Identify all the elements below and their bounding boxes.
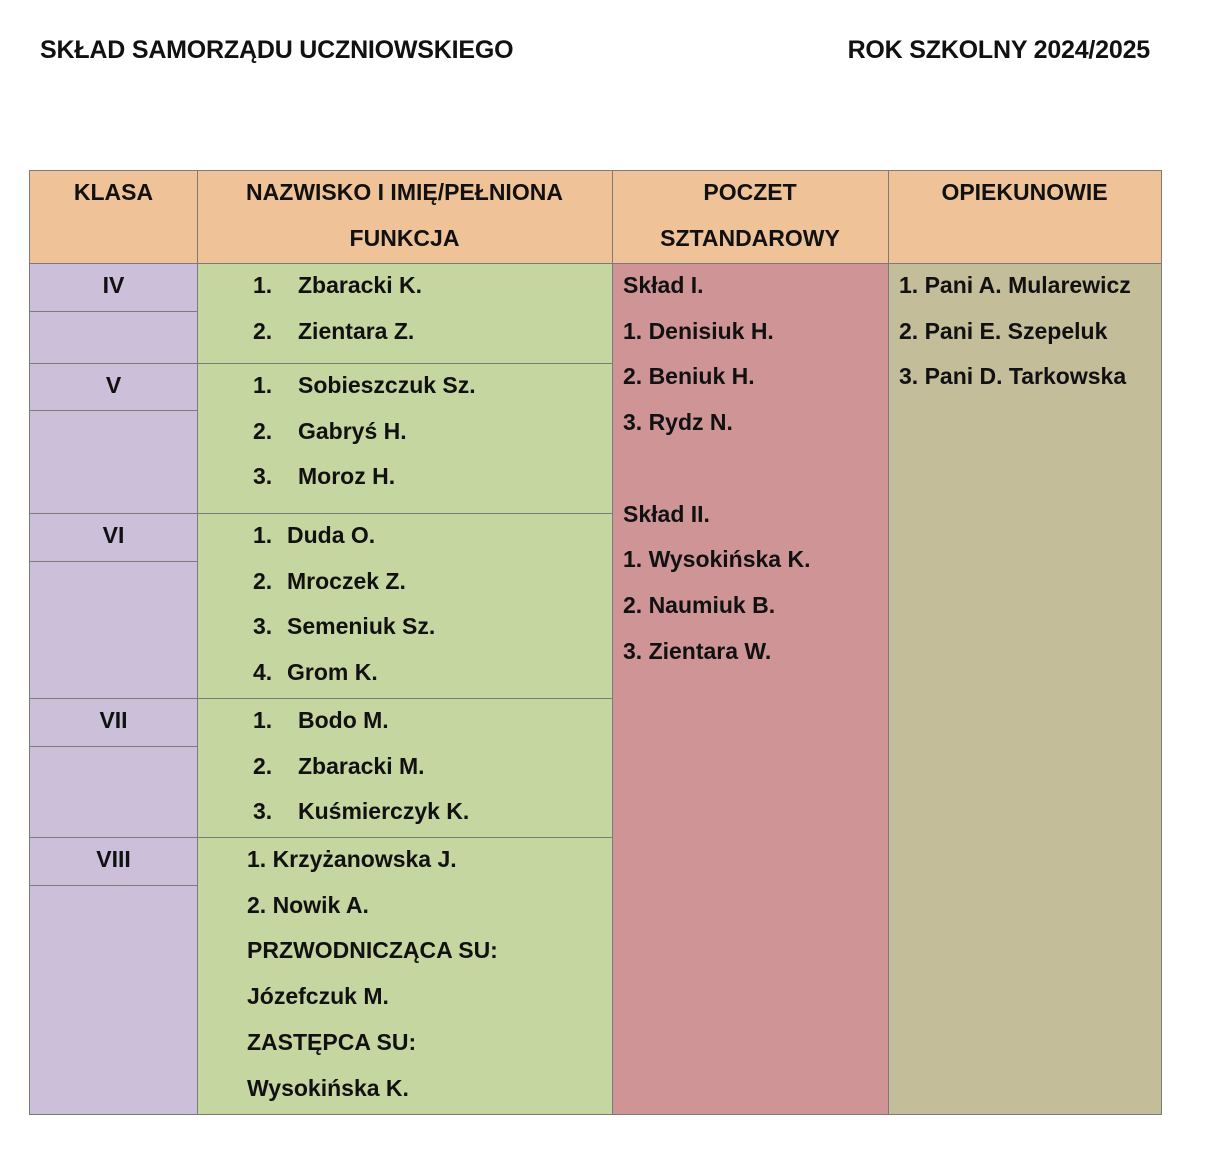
member-name: Bodo M. [298, 707, 389, 733]
member-name: Wysokińska K. [247, 1075, 409, 1101]
member-name: Kuśmierczyk K. [298, 798, 470, 824]
row-divider [29, 561, 197, 562]
poczet-sklad1-title: Skład I. [623, 272, 704, 298]
header-poczet-line1: POCZET [703, 179, 797, 205]
school-year: ROK SZKOLNY 2024/2025 [847, 36, 1150, 64]
list-number: 3. [253, 463, 273, 489]
member-name: Zientara Z. [298, 318, 415, 344]
table-divider [612, 170, 613, 1115]
list-number: 2. [253, 318, 273, 344]
list-number: 3. [253, 798, 273, 824]
member-name: 1. Krzyżanowska J. [247, 846, 457, 872]
member-name: Zbaracki K. [298, 272, 422, 298]
member-name: Mroczek Z. [287, 568, 406, 594]
list-number: 3. [253, 613, 273, 639]
member-name: Grom K. [287, 659, 378, 685]
klasa-label: VII [99, 707, 128, 733]
member-name: Sobieszczuk Sz. [298, 372, 476, 398]
table-border-bottom [29, 1114, 1162, 1115]
poczet-sklad2-title: Skład II. [623, 501, 710, 527]
list-number: 2. [253, 418, 273, 444]
opiekun: 3. Pani D. Tarkowska [899, 363, 1127, 389]
member-name: Moroz H. [298, 463, 396, 489]
list-number: 2. [253, 568, 273, 594]
poczet-member: 3. Zientara W. [623, 638, 772, 664]
member-name: 2. Nowik A. [247, 892, 369, 918]
member-name: Semeniuk Sz. [287, 613, 436, 639]
role-label: PRZWODNICZĄCA SU: [247, 937, 498, 963]
member-name: Józefczuk M. [247, 983, 389, 1009]
header-opiekunowie: OPIEKUNOWIE [941, 179, 1108, 205]
document-title: SKŁAD SAMORZĄDU UCZNIOWSKIEGO [40, 36, 514, 64]
klasa-label: IV [102, 272, 125, 298]
poczet-member: 2. Beniuk H. [623, 363, 755, 389]
klasa-label: VIII [96, 846, 131, 872]
header-klasa: KLASA [73, 179, 154, 205]
header-nazwisko-line2: FUNKCJA [349, 225, 460, 251]
poczet-member: 1. Wysokińska K. [623, 546, 811, 572]
opiekun: 2. Pani E. Szepeluk [899, 318, 1108, 344]
row-divider [29, 885, 197, 886]
poczet-member: 1. Denisiuk H. [623, 318, 774, 344]
member-name: Duda O. [287, 522, 376, 548]
table-divider [888, 170, 889, 1115]
poczet-member: 2. Naumiuk B. [623, 592, 776, 618]
list-number: 1. [253, 522, 273, 548]
row-divider [29, 311, 197, 312]
role-label: ZASTĘPCA SU: [247, 1029, 417, 1055]
list-number: 1. [253, 272, 273, 298]
klasa-label: VI [102, 522, 125, 548]
table-divider [197, 170, 198, 1115]
header-poczet-line2: SZTANDAROWY [660, 225, 840, 251]
row-divider [29, 410, 197, 411]
list-number: 1. [253, 707, 273, 733]
list-number: 4. [253, 659, 273, 685]
poczet-member: 3. Rydz N. [623, 409, 733, 435]
list-number: 2. [253, 753, 273, 779]
member-name: Gabryś H. [298, 418, 407, 444]
table-border-right [1161, 170, 1162, 1115]
opiekun: 1. Pani A. Mularewicz [899, 272, 1131, 298]
member-name: Zbaracki M. [298, 753, 425, 779]
klasa-label: V [105, 372, 122, 398]
list-number: 1. [253, 372, 273, 398]
header-nazwisko-line1: NAZWISKO I IMIĘ/PEŁNIONA [246, 179, 563, 205]
row-divider [29, 746, 197, 747]
